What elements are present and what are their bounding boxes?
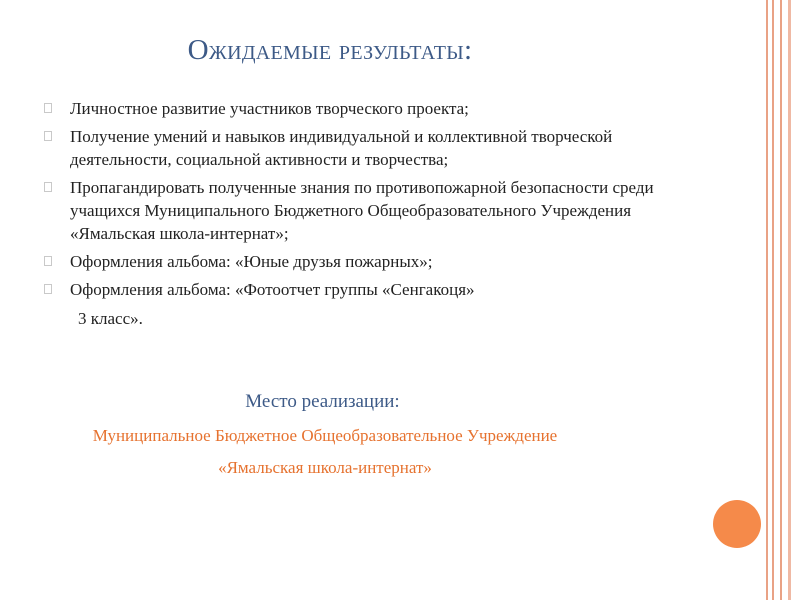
list-item-text: Оформления альбома: «Фотоотчет группы «Сенгакоця» (70, 280, 475, 299)
list-item-text: Оформления альбома: «Юные друзья пожарных»; (70, 252, 433, 271)
list-item (44, 176, 684, 245)
bullet-icon (44, 256, 52, 266)
slide-title: Ожидаемые результаты: (187, 34, 473, 66)
list-item (44, 125, 684, 171)
border-stripe (766, 0, 768, 600)
list-item (44, 97, 684, 120)
place-label: Место реализации: (245, 391, 400, 412)
list-item-text: Пропагандировать полученные знания по противопожарной безопасности среди учащихся Муниципального Бюджетного Общеобразовательного Учреждения «Ямальская школа-интернат»; (70, 178, 654, 243)
list-item-text: Получение умений и навыков индивидуальной и коллективной творческой деятельности, социальной активности и творчества; (70, 127, 613, 169)
decorative-circle (713, 500, 761, 548)
border-stripe (780, 0, 782, 600)
border-stripe (772, 0, 774, 600)
bullet-icon (44, 182, 52, 192)
list-item-continuation: 3 класс». (78, 309, 143, 328)
bullet-icon (44, 284, 52, 294)
bullet-icon (44, 131, 52, 141)
results-list (44, 97, 684, 335)
list-item (44, 250, 684, 273)
border-stripe (788, 0, 791, 600)
list-item (44, 278, 684, 301)
bullet-icon (44, 103, 52, 113)
list-item-text: Личностное развитие участников творческого проекта; (70, 99, 469, 118)
place-line: Муниципальное Бюджетное Общеобразовательное Учреждение (92, 426, 558, 445)
place-line: «Ямальская школа-интернат» (218, 458, 432, 477)
